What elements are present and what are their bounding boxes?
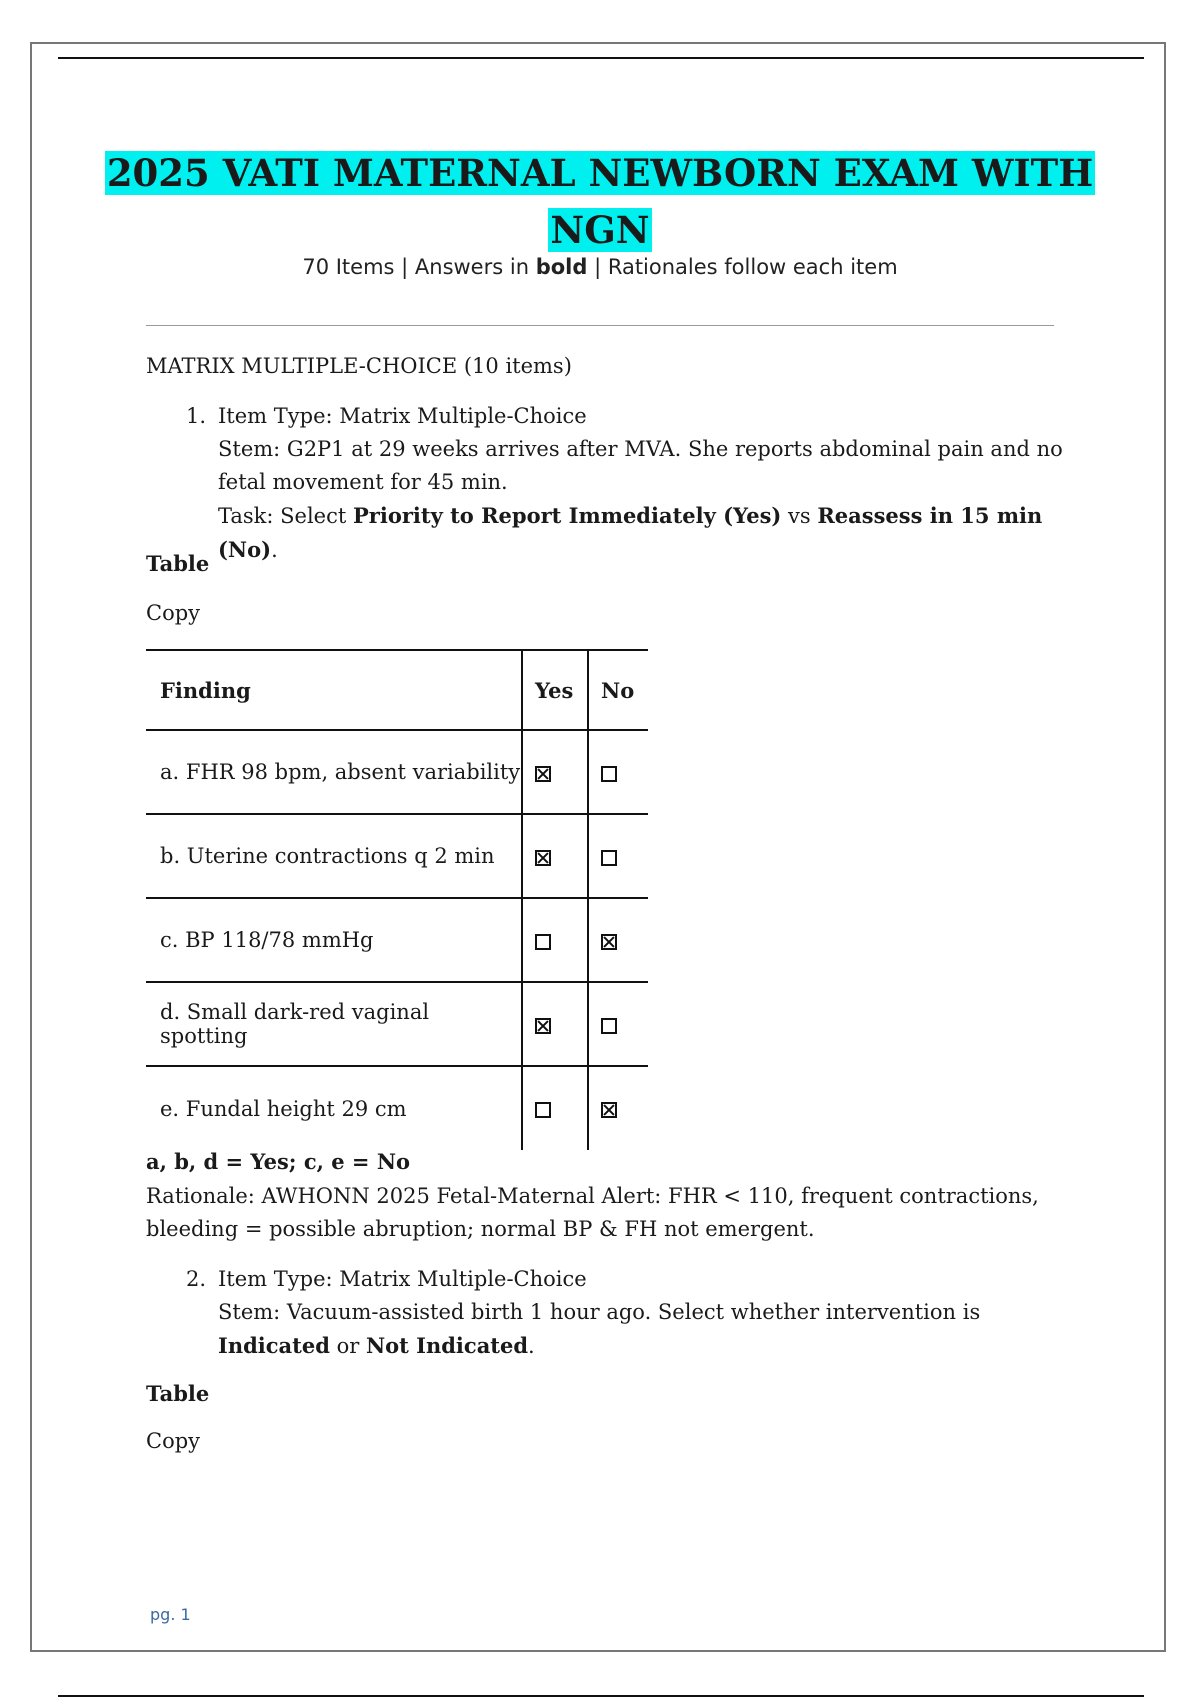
yes-cell <box>522 1066 588 1150</box>
empty-box-icon[interactable] <box>535 1102 551 1118</box>
item-task <box>218 499 1078 567</box>
yes-cell <box>522 982 588 1066</box>
checked-box-icon[interactable] <box>535 766 551 782</box>
finding-cell: c. BP 118/78 mmHg <box>160 928 374 952</box>
table-header-row <box>146 650 648 730</box>
header-yes: Yes <box>522 650 588 730</box>
checked-box-icon[interactable] <box>601 1102 617 1118</box>
item-type: Item Type: Matrix Multiple-Choice <box>218 404 587 428</box>
empty-box-icon[interactable] <box>535 934 551 950</box>
footer-rule <box>58 1695 1144 1697</box>
finding-cell: d. Small dark-red vaginal spotting <box>160 1000 430 1048</box>
copy-label-2[interactable]: Copy <box>146 1429 201 1453</box>
task-option-yes: Priority to Report Immediately (Yes) <box>352 503 782 528</box>
finding-cell: e. Fundal height 29 cm <box>160 1096 407 1121</box>
table-row <box>146 814 648 898</box>
document-title <box>100 145 1100 259</box>
table-row <box>146 730 648 814</box>
copy-label[interactable]: Copy <box>146 601 201 625</box>
no-cell <box>588 730 648 814</box>
section-separator <box>146 325 1054 326</box>
stem-option-not-indicated: Not Indicated <box>365 1333 529 1358</box>
title-line-2: NGN <box>550 208 650 252</box>
no-cell <box>588 1066 648 1150</box>
checked-box-icon[interactable] <box>535 850 551 866</box>
section-heading: MATRIX MULTIPLE-CHOICE (10 items) <box>146 354 572 378</box>
stem-option-indicated: Indicated <box>218 1333 330 1358</box>
empty-box-icon[interactable] <box>601 1018 617 1034</box>
subtitle-text-2: | Rationales follow each item <box>587 255 898 279</box>
table-row <box>146 1066 648 1150</box>
header-rule <box>58 57 1144 59</box>
finding-cell: b. Uterine contractions q 2 min <box>160 844 495 868</box>
task-option-no: Reassess in 15 min (No) <box>218 503 1043 562</box>
yes-cell <box>522 814 588 898</box>
header-no: No <box>588 650 648 730</box>
header-finding: Finding <box>160 677 251 703</box>
document-subtitle <box>100 255 1100 279</box>
item-stem <box>218 1296 1078 1363</box>
answer-key: a, b, d = Yes; c, e = No <box>146 1149 411 1174</box>
task-suffix: . <box>271 538 278 562</box>
finding-cell: a. FHR 98 bpm, absent variability <box>160 760 521 784</box>
item-number: 1. <box>185 404 206 428</box>
stem-suffix: . <box>528 1334 535 1358</box>
empty-box-icon[interactable] <box>601 766 617 782</box>
item-stem: Stem: G2P1 at 29 weeks arrives after MVA. She reports abdominal pain and no fetal movement for 45 min. <box>218 437 1063 494</box>
table-row <box>146 898 648 982</box>
checked-box-icon[interactable] <box>535 1018 551 1034</box>
table-label-2: Table <box>146 1381 210 1406</box>
task-text-mid: vs <box>781 504 818 528</box>
task-text: Task: Select <box>218 504 353 528</box>
item-type: Item Type: Matrix Multiple-Choice <box>218 1267 587 1291</box>
stem-text: Stem: Vacuum-assisted birth 1 hour ago. Select whether intervention is <box>218 1300 981 1324</box>
title-line-1: 2025 VATI MATERNAL NEWBORN EXAM WITH <box>106 151 1094 195</box>
no-cell <box>588 814 648 898</box>
rationale: Rationale: AWHONN 2025 Fetal-Maternal Alert: FHR < 110, frequent contractions, bleeding = possible abruption; normal BP & FH not emergent. <box>146 1184 1039 1241</box>
matrix-table <box>146 649 648 1150</box>
subtitle-bold: bold <box>535 255 588 279</box>
no-cell <box>588 898 648 982</box>
yes-cell <box>522 898 588 982</box>
subtitle-text: 70 Items | Answers in <box>302 255 536 279</box>
empty-box-icon[interactable] <box>601 850 617 866</box>
item-number: 2. <box>185 1267 206 1291</box>
table-row <box>146 982 648 1066</box>
yes-cell <box>522 730 588 814</box>
table-label: Table <box>146 551 210 576</box>
no-cell <box>588 982 648 1066</box>
checked-box-icon[interactable] <box>601 934 617 950</box>
page-number: pg. 1 <box>150 1605 191 1624</box>
stem-text-mid: or <box>329 1334 366 1358</box>
